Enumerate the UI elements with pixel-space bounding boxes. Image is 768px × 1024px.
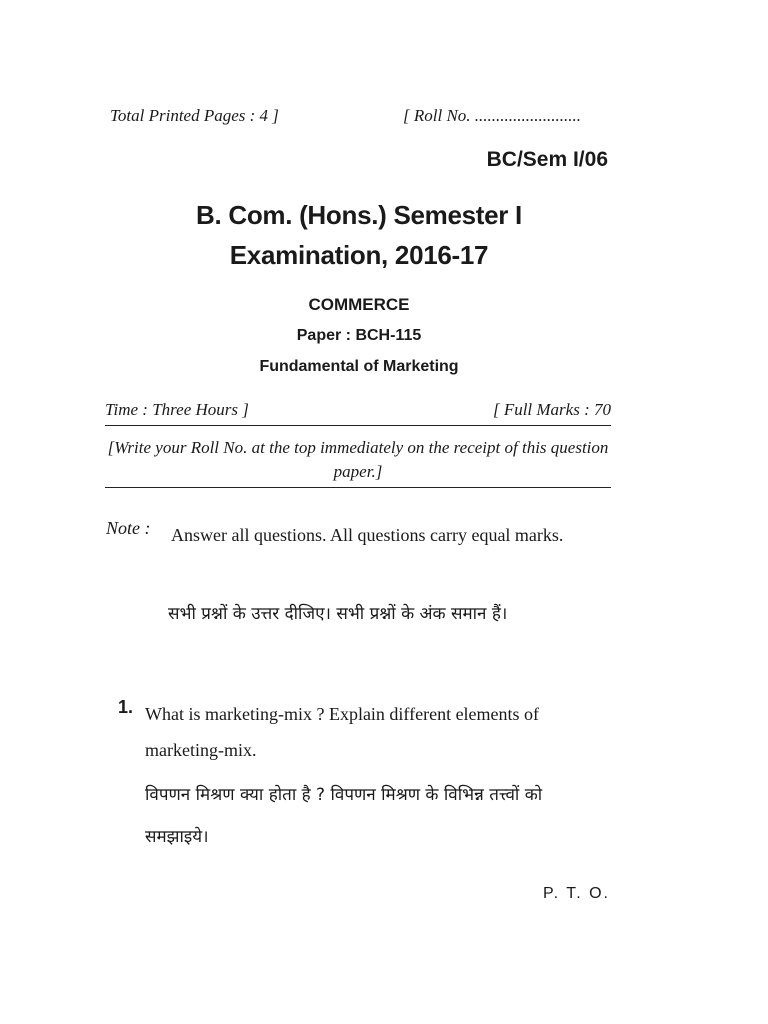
- full-marks: [ Full Marks : 70: [492, 400, 611, 419]
- paper-title: Fundamental of Marketing: [259, 358, 459, 375]
- question-hindi: विपणन मिश्रण क्या होता है ? विपणन मिश्रण के विभिन्न तत्त्वों को समझाइये।: [145, 785, 543, 847]
- total-printed-pages: Total Printed Pages : 4 ]: [110, 106, 279, 125]
- roll-number-field: [ Roll No. .........................: [403, 106, 582, 125]
- divider-top: [105, 425, 611, 426]
- please-turn-over: P. T. O.: [543, 885, 610, 902]
- divider-bottom: [105, 487, 611, 488]
- note-hindi: सभी प्रश्नों के उत्तर दीजिए। सभी प्रश्नों के अंक समान हैं।: [168, 604, 508, 624]
- exam-title-line-1: B. Com. (Hons.) Semester I: [196, 200, 522, 230]
- note-english: Answer all questions. All questions carry equal marks.: [171, 525, 564, 545]
- exam-title-line-2: Examination, 2016-17: [229, 240, 489, 270]
- paper-code: BC/Sem I/06: [486, 148, 608, 171]
- time-allowed: Time : Three Hours ]: [105, 400, 249, 419]
- roll-number-instruction: [Write your Roll No. at the top immediately on the receipt of this question paper.]: [107, 438, 609, 481]
- subject-heading: COMMERCE: [308, 295, 410, 314]
- paper-number: Paper : BCH-115: [296, 327, 422, 344]
- question-english: What is marketing-mix ? Explain different elements of marketing-mix.: [145, 704, 540, 760]
- question-number: 1.: [118, 697, 134, 717]
- note-label: Note :: [106, 518, 151, 538]
